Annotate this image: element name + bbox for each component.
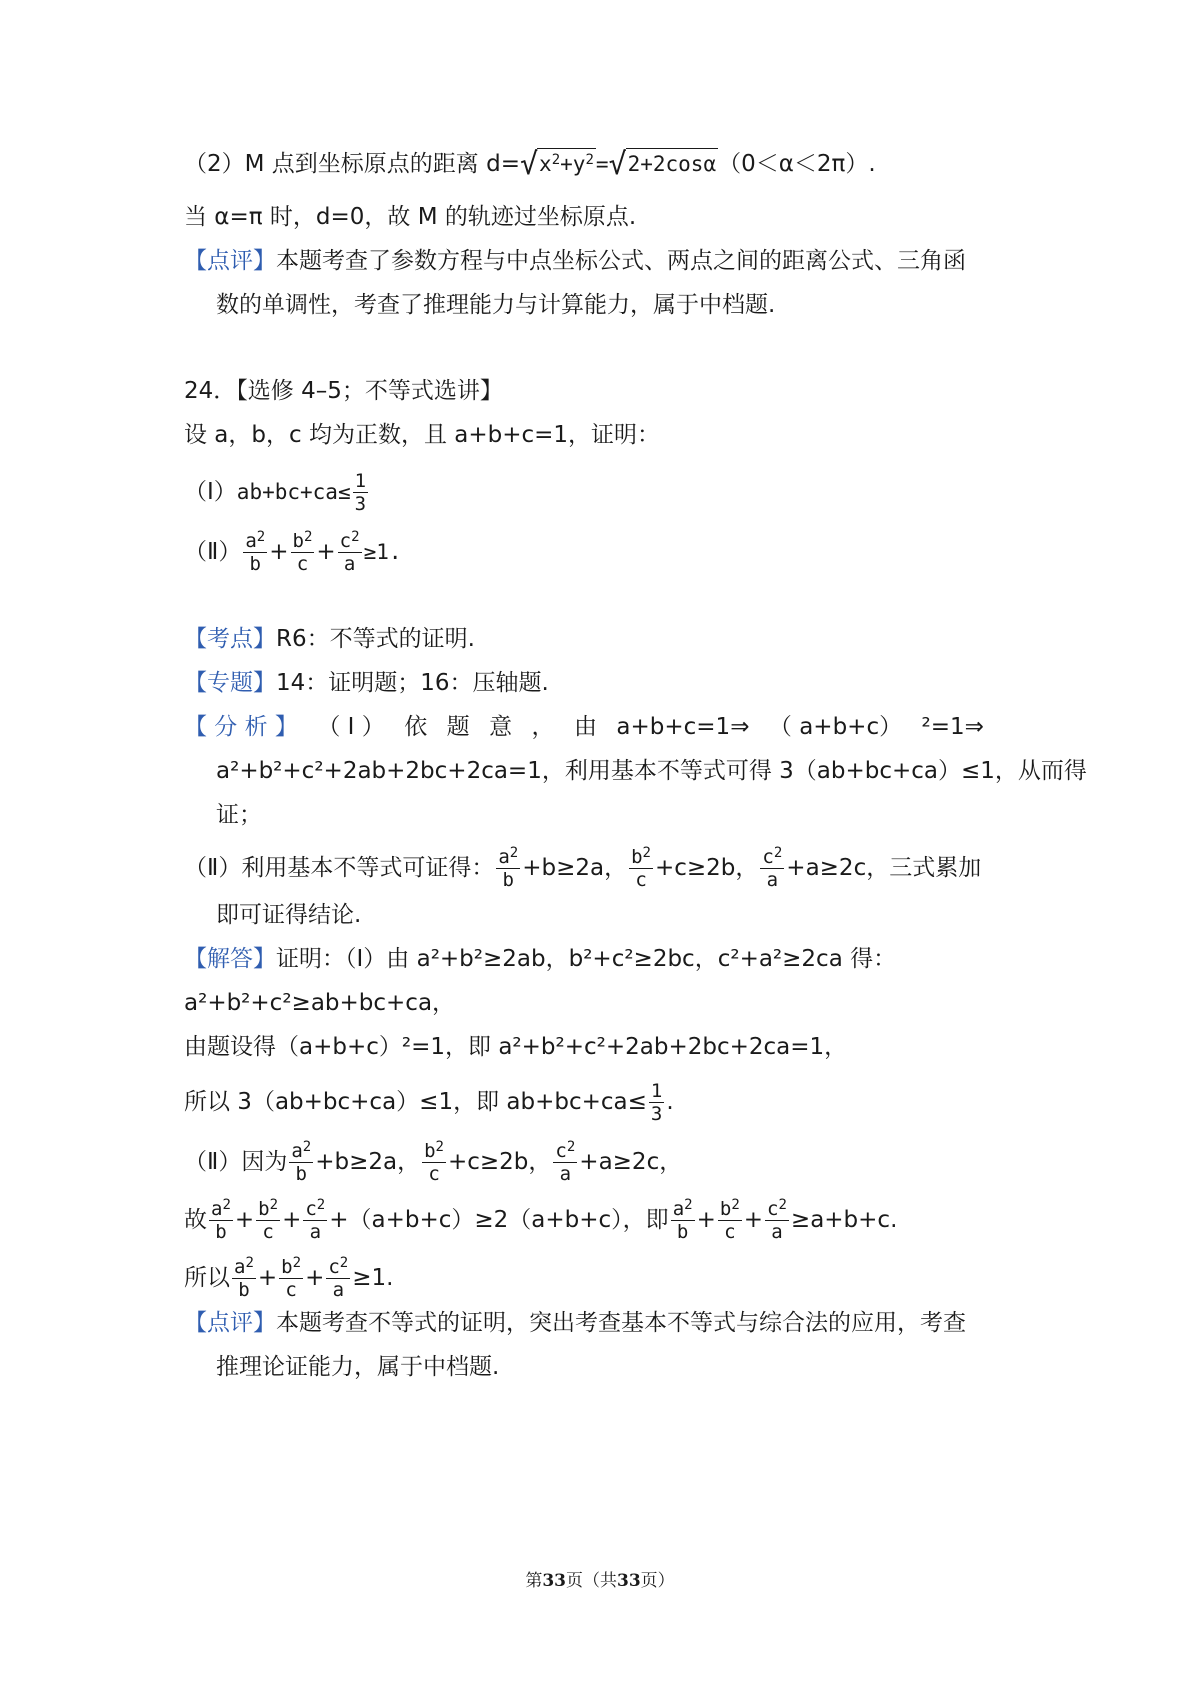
distance-text: （2）M 点到坐标原点的距离 d=	[184, 151, 520, 177]
fenxi-word: a+b+c=1⇒	[616, 714, 750, 740]
jieda-6b: +（a+b+c）≥2（a+b+c），即	[329, 1207, 669, 1233]
zhuanti-line	[184, 668, 549, 698]
fenxi-word: 意	[489, 714, 513, 740]
comment2-tag: 【点评】	[184, 1310, 276, 1336]
jieda-line-6: 故 $\frac{a^2}{b}$ + $\frac{b^2}{c}$ + $\frac{c^2}{a}$ +（a+b+c）≥2（a+b+c），即 $\frac{a^2}{b}$ + $\frac{b^2}{c}$ + $\frac{c^2}{a}$ ≥a+b+c.	[184, 1197, 898, 1243]
jieda-5d: +a≥2c，	[579, 1149, 683, 1175]
q24-part2: （Ⅱ） $\frac{a^2}{b}$ + $\frac{b^2}{c}$ + $\frac{c^2}{a}$ ≥1.	[184, 529, 402, 575]
comment2-text-1: 本题考查不等式的证明，突出考查基本不等式与综合法的应用，考查	[276, 1310, 966, 1336]
jieda-7b: ≥1.	[352, 1265, 394, 1291]
total-pages: 33	[617, 1571, 641, 1591]
frac-c2-a: $\frac{c^2}{a}$	[305, 1197, 326, 1243]
part2-end: ≥1.	[363, 540, 402, 564]
footer-pre: 第	[525, 1571, 543, 1591]
frac-a2-b: $\frac{a^2}{b}$	[234, 1255, 254, 1301]
fenxi-line-2: a²+b²+c²+2ab+2bc+2ca=1，利用基本不等式可得 3（ab+bc+ca）≤1，从而得	[216, 758, 1087, 784]
q24-stem: 设 a，b，c 均为正数，且 a+b+c=1，证明：	[184, 422, 661, 448]
jieda-6a: 故	[184, 1207, 207, 1233]
fenxi-4c: +c≥2b，	[654, 855, 759, 881]
fenxi-4a: （Ⅱ）利用基本不等式可证得：	[184, 855, 495, 881]
kaodian-line	[184, 624, 475, 654]
page-footer	[0, 1566, 1200, 1591]
fenxi-word: ，	[531, 714, 555, 740]
jieda-line-3: 由题设得（a+b+c）²=1，即 a²+b²+c²+2ab+2bc+2ca=1，	[184, 1034, 848, 1060]
part1-expr: ab+bc+ca≤	[236, 480, 351, 504]
fenxi-line-1	[184, 712, 984, 742]
one-third-fraction: $\frac{1}{3}$	[354, 470, 367, 515]
fenxi-line-3: 证；	[216, 802, 262, 828]
q24-part1	[184, 470, 370, 515]
jieda-line-5	[184, 1140, 682, 1185]
one-third-fraction: $\frac{1}{3}$	[650, 1080, 663, 1125]
comment-text-1: 本题考查了参数方程与中点坐标公式、两点之间的距离公式、三角函	[276, 248, 966, 274]
frac-a2-b: $\frac{a^2}{b}$	[672, 1197, 693, 1243]
frac-c2-a: $\frac{c^2}{a}$	[328, 1255, 349, 1301]
fenxi-word: 由	[573, 714, 597, 740]
jieda-5b: +b≥2a，	[315, 1149, 421, 1175]
fenxi-line-4	[184, 846, 981, 891]
frac-b2-c: $\frac{b^2}{c}$	[631, 845, 651, 891]
frac-c2-a: $\frac{c^2}{a}$	[555, 1139, 576, 1185]
frac-c2-a: $\frac{c^2}{a}$	[339, 529, 360, 575]
range-text: （0＜α＜2π）.	[718, 151, 876, 177]
frac-a2-b: $\frac{a^2}{b}$	[291, 1139, 312, 1185]
comment2-line-2: 推理论证能力，属于中档题.	[216, 1354, 500, 1380]
distance-line	[184, 148, 876, 180]
kaodian-text: R6：不等式的证明.	[276, 626, 475, 652]
jieda-line-4: 所以 3（ab+bc+ca）≤1，即 ab+bc+ca≤ $\frac{1}{3}$ .	[184, 1080, 674, 1125]
sqrt-x2-y2: $√x^2+y^2=√2+2\cos\alpha$	[519, 147, 717, 182]
q24-title: 24．【选修 4–5；不等式选讲】	[184, 378, 503, 404]
alpha-line: 当 α=π 时，d=0，故 M 的轨迹过坐标原点.	[184, 204, 637, 230]
footer-post: 页）	[640, 1571, 675, 1591]
frac-a2-b: $\frac{a^2}{b}$	[245, 529, 266, 575]
part2-label: （Ⅱ）	[184, 539, 242, 565]
fenxi-word: ²=1⇒	[921, 714, 984, 740]
footer-mid: 页（共	[566, 1571, 617, 1591]
comment2-line-1	[184, 1308, 966, 1338]
part1-label: （Ⅰ）	[184, 479, 237, 505]
jieda-7a: 所以	[184, 1265, 230, 1291]
frac-b2-c: $\frac{b^2}{c}$	[292, 529, 313, 575]
zhuanti-tag: 【专题】	[184, 670, 276, 696]
jieda-tag: 【解答】	[184, 946, 276, 972]
comment-line-2: 数的单调性，考查了推理能力与计算能力，属于中档题.	[216, 292, 776, 318]
comment-tag: 【点评】	[184, 248, 276, 274]
frac-b2-c: $\frac{b^2}{c}$	[424, 1139, 444, 1185]
frac-b2-c: $\frac{b^2}{c}$	[719, 1197, 740, 1243]
page-number: 33	[542, 1571, 566, 1591]
comment-line-1	[184, 246, 966, 276]
zhuanti-text: 14：证明题；16：压轴题.	[276, 670, 549, 696]
fenxi-word: 依	[404, 714, 428, 740]
frac-a2-b: $\frac{a^2}{b}$	[211, 1197, 231, 1243]
jieda-text-1: 证明：（Ⅰ）由 a²+b²≥2ab，b²+c²≥2bc，c²+a²≥2ca 得：	[276, 946, 897, 972]
fenxi-word: 题	[446, 714, 470, 740]
frac-c2-a: $\frac{c^2}{a}$	[762, 845, 783, 891]
frac-b2-c: $\frac{b^2}{c}$	[281, 1255, 302, 1301]
jieda-5c: +c≥2b，	[447, 1149, 552, 1175]
frac-b2-c: $\frac{b^2}{c}$	[258, 1197, 279, 1243]
fenxi-line-5: 即可证得结论.	[216, 902, 362, 928]
fenxi-tag: 【 分 析 】	[184, 714, 298, 740]
fenxi-4d: +a≥2c，三式累加	[786, 855, 982, 881]
jieda-line-1	[184, 944, 896, 974]
jieda-text-4: 所以 3（ab+bc+ca）≤1，即 ab+bc+ca≤	[184, 1089, 647, 1115]
jieda-6c: ≥a+b+c.	[790, 1207, 898, 1233]
frac-c2-a: $\frac{c^2}{a}$	[767, 1197, 787, 1243]
jieda-5a: （Ⅱ）因为	[184, 1149, 288, 1175]
kaodian-tag: 【考点】	[184, 626, 276, 652]
jieda-line-2: a²+b²+c²≥ab+bc+ca，	[184, 990, 456, 1016]
fenxi-4b: +b≥2a，	[522, 855, 628, 881]
jieda-line-7: 所以 $\frac{a^2}{b}$ + $\frac{b^2}{c}$ + $\frac{c^2}{a}$ ≥1.	[184, 1255, 394, 1301]
fenxi-word: （ a+b+c）	[768, 714, 903, 740]
frac-a2-b: $\frac{a^2}{b}$	[498, 845, 519, 891]
fenxi-word: （ Ⅰ ）	[317, 714, 385, 740]
